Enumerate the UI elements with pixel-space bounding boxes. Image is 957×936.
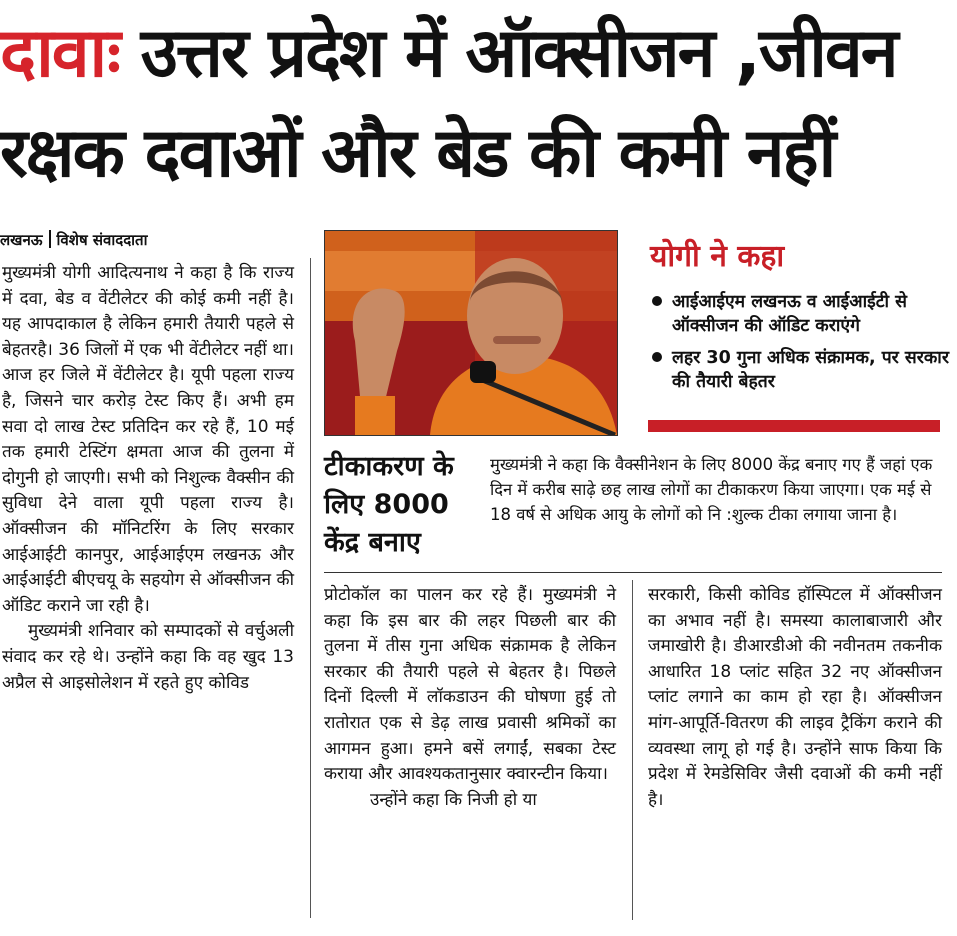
byline-place: लखनऊ xyxy=(0,231,43,249)
bullet-icon xyxy=(652,352,662,362)
sidebar-accent-bar xyxy=(648,420,940,432)
photo-illustration xyxy=(325,231,617,435)
headline-line2: रक्षक दवाओं और बेड की कमी नहीं xyxy=(0,114,835,193)
article-paragraph: प्रोटोकॉल का पालन कर रहे हैं। मुख्यमंत्री ने कहा कि इस बार की लहर पिछली बार की तुलना में तीस गुना अधिक संक्रामक है लेकिन सरकार की तैयारी पहले से बेहतर है। पिछले दिनों दिल्ली में लॉकडाउन की घोषणा हुई तो रातोरात एक से डेढ़ लाख प्रवासी श्रमिकों का आगमन हुआ। हमने बसें लगाईं, सबका टेस्ट कराया और आवश्यकतानुसार क्वारन्टीन किया। xyxy=(324,585,616,785)
column-divider xyxy=(310,258,311,918)
article-column-2 xyxy=(324,583,616,813)
article-column-3 xyxy=(648,583,942,813)
vaccination-heading: टीकाकरण के लिए 8000 केंद्र बनाए xyxy=(324,451,454,558)
sidebar-title: योगी ने कहा xyxy=(650,239,785,274)
article-paragraph: मुख्यमंत्री शनिवार को सम्पादकों से वर्चुअली संवाद कर रहे थे। उन्होंने कहा कि वह खुद 13 अप्रैल से आइसोलेशन में रहते हुए कोविड xyxy=(2,621,294,693)
news-photo xyxy=(324,230,618,436)
sidebar-bullet xyxy=(650,290,950,338)
article-column-1 xyxy=(2,261,294,696)
headline-line1: उत्तर प्रदेश में ऑक्सीजन ,जीवन xyxy=(118,14,897,93)
vaccination-text: मुख्यमंत्री ने कहा कि वैक्सीनेशन के लिए 8000 केंद्र बनाए गए हैं जहां एक दिन में करीब साढ़े छह लाख लोगों का टीकाकरण किया जाएगा। एक मई से 18 वर्ष से अधिक आयु के लोगों को नि :शुल्क टीका लगाया जाना है। xyxy=(490,455,933,524)
sidebar-bullet-text: आईआईएम लखनऊ व आईआईटी से ऑक्सीजन की ऑडिट कराएंगे xyxy=(672,292,907,336)
sidebar-bullet-list xyxy=(650,290,950,402)
byline-reporter: विशेष संवाददाता xyxy=(56,231,148,249)
byline-separator xyxy=(49,230,51,248)
article-paragraph: उन्होंने कहा कि निजी हो या xyxy=(370,789,537,810)
byline xyxy=(0,230,147,250)
sidebar-bullet xyxy=(650,346,950,394)
bullet-icon xyxy=(652,296,662,306)
article-paragraph: सरकारी, किसी कोविड हॉस्पिटल में ऑक्सीजन का अभाव नहीं है। समस्या कालाबाजारी और जमाखोरी है। डीआरडीओ की नवीनतम तकनीक आधारित 18 प्लांट सहित 32 नए ऑक्सीजन प्लांट लगाने का काम हो रहा है। ऑक्सीजन मांग-आपूर्ति-वितरण की लाइव ट्रैकिंग कराने की व्यवस्था लागू हो गई है। उन्होंने साफ किया कि प्रदेश में रेमडेसिविर जैसी दवाओं की कमी नहीं है। xyxy=(648,585,942,810)
headline xyxy=(0,4,957,204)
section-divider xyxy=(324,572,942,573)
article-paragraph: मुख्यमंत्री योगी आदित्यनाथ ने कहा है कि राज्य में दवा, बेड व वेंटीलेटर की कोई कमी नहीं है। यह आपदाकाल है लेकिन हमारी तैयारी पहले से बेहतरहै। 36 जिलों में एक भी वेंटीलेटर नहीं था। आज हर जिले में वेंटीलेटर है। यूपी पहला राज्य है, जिसने चार करोड़ टेस्ट किए हैं। अभी हम सवा दो लाख टेस्ट प्रतिदिन कर रहे हैं, 10 मई तक हमारी टेस्टिंग क्षमता आज की तुलना में दोगुनी हो जाएगी। सभी को निशुल्क वैक्सीन की सुविधा देने वाला यूपी पहला राज्य है। ऑक्सीजन की मॉनिटरिंग के लिए सरकार आईआईटी कानपुर, आईआईएम लखनऊ और आईआईटी बीएचयू के सहयोग से ऑक्सीजन की ऑडिट कराने जा रही है। xyxy=(2,263,294,616)
headline-kicker: दावाः xyxy=(0,14,119,93)
column-divider xyxy=(632,580,633,920)
sidebar-bullet-text: लहर 30 गुना अधिक संक्रामक, पर सरकार की तैयारी बेहतर xyxy=(672,348,949,392)
